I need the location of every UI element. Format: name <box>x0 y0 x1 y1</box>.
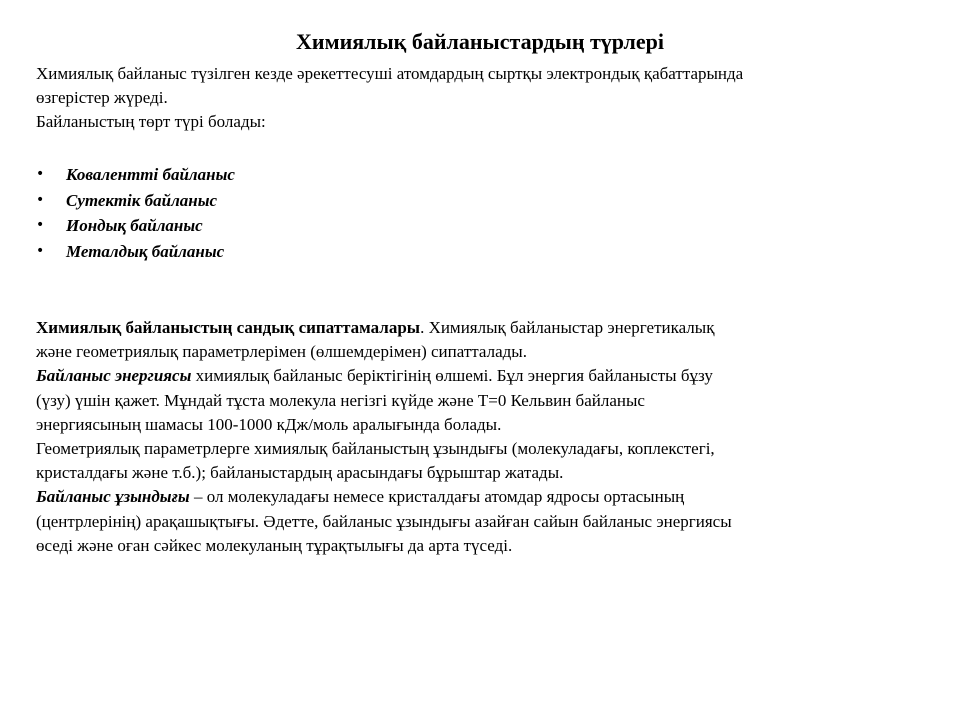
bond-types-list <box>36 162 636 264</box>
intro-line: өзгерістер жүреді. <box>36 88 168 107</box>
page-title: Химиялық байланыстардың түрлері <box>296 29 664 54</box>
list-item-label: Иондық байланыс <box>66 216 203 235</box>
bullet-icon: • <box>36 217 45 233</box>
text-line: және геометриялық параметрлерімен (өлшемдерімен) сипатталады. <box>36 342 527 362</box>
list-item-label: Металдық байланыс <box>66 241 225 261</box>
text-line: кристалдағы және т.б.); байланыстардың арасындағы бұрыштар жатады. <box>36 463 564 483</box>
text-line <box>36 485 916 509</box>
text-span: . Химиялық байланыстар энергетикалық <box>420 318 715 337</box>
text-line: энергиясының шамасы 100-1000 кДж/моль аралығында болады. <box>36 414 502 434</box>
list-item-label: Сутектік байланыс <box>66 190 218 210</box>
text-line: (үзу) үшін қажет. Мұндай тұста молекула негізгі күйде және Т=0 Кельвин байланыс <box>36 390 645 410</box>
list-item-label: Ковалентті байланыс <box>66 165 235 184</box>
characteristics-text <box>36 316 916 558</box>
bullet-icon: • <box>36 242 45 259</box>
text-line: Геометриялық параметрлерге химиялық байланыстың ұзындығы (молекуладағы, коплекстегі, <box>36 439 715 459</box>
energy-term: Байланыс энергиясы <box>36 366 192 386</box>
bullet-icon: • <box>36 166 45 182</box>
text-line <box>36 364 916 388</box>
intro-text <box>36 62 936 134</box>
list-item <box>36 188 636 214</box>
quant-heading: Химиялық байланыстың сандық сипаттамалары <box>36 318 421 337</box>
list-item <box>36 239 636 265</box>
intro-line: Байланыстың төрт түрі болады: <box>36 112 266 131</box>
text-line <box>36 316 916 340</box>
list-item <box>36 162 636 188</box>
text-span: химиялық байланыс беріктігінің өлшемі. Бұл энергия байланысты бұзу <box>191 366 713 386</box>
text-span: – ол молекуладағы немесе кристалдағы атомдар ядросы ортасының <box>189 487 685 507</box>
bullet-icon: • <box>36 191 45 208</box>
list-item <box>36 213 636 239</box>
text-line: (центрлерінің) арақашықтығы. Әдетте, байланыс ұзындығы азайған сайын байланыс энергиясы <box>36 511 732 531</box>
length-term: Байланыс ұзындығы <box>36 487 190 507</box>
intro-line: Химиялық байланыс түзілген кезде әрекеттесуші атомдардың сыртқы электрондық қабаттарында <box>36 64 744 83</box>
text-line: өседі және оған сәйкес молекуланың тұрақтылығы да арта түседі. <box>36 535 513 555</box>
